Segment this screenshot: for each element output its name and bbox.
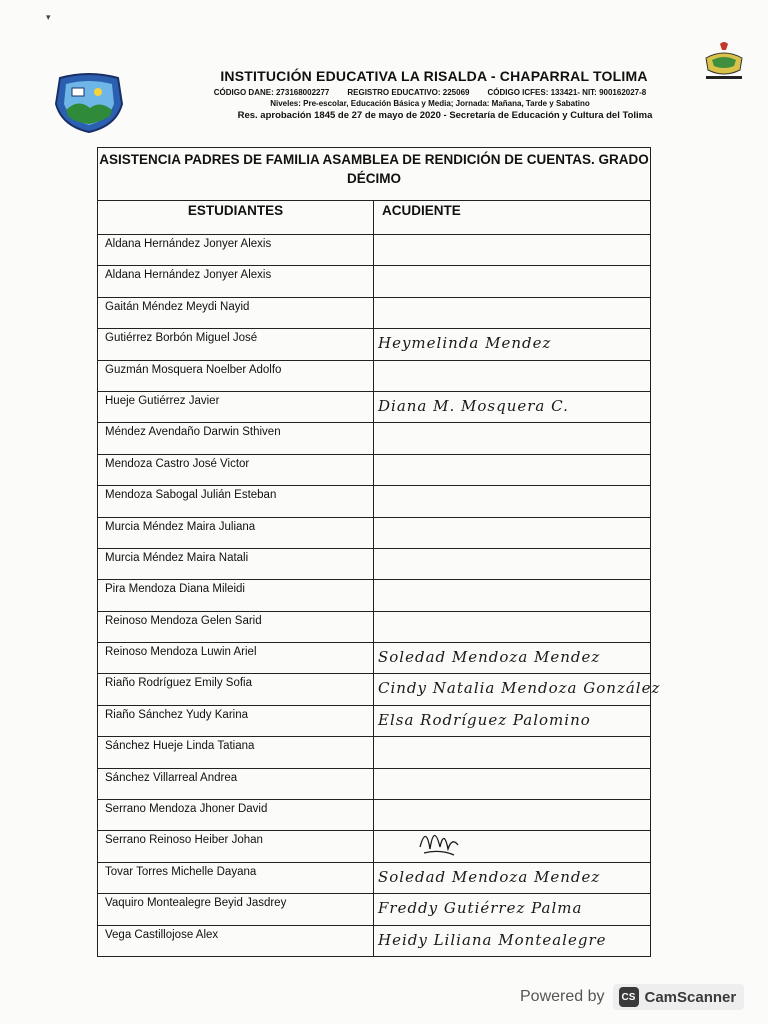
student-name: Aldana Hernández Jonyer Alexis bbox=[98, 266, 374, 297]
student-name: Sánchez Hueje Linda Tatiana bbox=[98, 737, 374, 768]
table-row bbox=[98, 800, 651, 831]
table-row bbox=[98, 862, 651, 893]
student-name: Méndez Avendaño Darwin Sthiven bbox=[98, 423, 374, 454]
guardian-signature-cell bbox=[374, 831, 651, 862]
guardian-signature-cell bbox=[374, 548, 651, 579]
table-body bbox=[98, 235, 661, 957]
table-row bbox=[98, 674, 651, 705]
guardian-signature: Soledad Mendoza Mendez bbox=[378, 867, 601, 886]
guardian-signature: Elsa Rodríguez Palomino bbox=[378, 710, 591, 729]
student-name: Serrano Reinoso Heiber Johan bbox=[98, 831, 374, 862]
student-name: Reinoso Mendoza Luwin Ariel bbox=[98, 643, 374, 674]
camscanner-icon: CS bbox=[619, 987, 639, 1007]
guardian-signature-cell bbox=[374, 391, 651, 422]
student-name: Serrano Mendoza Jhoner David bbox=[98, 800, 374, 831]
table-row bbox=[98, 580, 651, 611]
student-name: Gutiérrez Borbón Miguel José bbox=[98, 329, 374, 360]
guardian-signature-cell bbox=[374, 360, 651, 391]
table-row bbox=[98, 894, 651, 925]
guardian-signature-cell bbox=[374, 611, 651, 642]
student-name: Sánchez Villarreal Andrea bbox=[98, 768, 374, 799]
table-row bbox=[98, 705, 651, 736]
guardian-signature-cell bbox=[374, 894, 651, 925]
guardian-signature-cell bbox=[374, 643, 651, 674]
table-row bbox=[98, 486, 651, 517]
guardian-signature-cell bbox=[374, 235, 651, 266]
table-row bbox=[98, 329, 651, 360]
table-row bbox=[98, 643, 651, 674]
table-row bbox=[98, 831, 651, 862]
scan-mark: ▾ bbox=[46, 12, 51, 22]
guardian-signature-cell bbox=[374, 580, 651, 611]
student-name: Reinoso Mendoza Gelen Sarid bbox=[98, 611, 374, 642]
guardian-signature-cell bbox=[374, 454, 651, 485]
student-name: Vaquiro Montealegre Beyid Jasdrey bbox=[98, 894, 374, 925]
table-row bbox=[98, 235, 651, 266]
guardian-signature-cell bbox=[374, 517, 651, 548]
student-name: Hueje Gutiérrez Javier bbox=[98, 391, 374, 422]
student-name: Murcia Méndez Maira Natali bbox=[98, 548, 374, 579]
camscanner-brand: CamScanner bbox=[644, 988, 737, 1006]
student-name: Pira Mendoza Diana Mileidi bbox=[98, 580, 374, 611]
guardian-signature-cell bbox=[374, 297, 651, 328]
table-row bbox=[98, 266, 651, 297]
guardian-signature: Freddy Gutiérrez Palma bbox=[378, 899, 583, 918]
guardian-signature-cell bbox=[374, 737, 651, 768]
column-header-estudiantes: ESTUDIANTES bbox=[98, 201, 374, 235]
guardian-signature-cell bbox=[374, 862, 651, 893]
table-row bbox=[98, 768, 651, 799]
table-row bbox=[98, 611, 651, 642]
guardian-signature: Heidy Liliana Montealegre bbox=[378, 930, 607, 949]
table-row bbox=[98, 360, 651, 391]
guardian-signature-cell bbox=[374, 705, 651, 736]
table-row bbox=[98, 454, 651, 485]
table-row bbox=[98, 423, 651, 454]
guardian-signature: Heymelinda Mendez bbox=[378, 334, 552, 353]
student-name: Murcia Méndez Maira Juliana bbox=[98, 517, 374, 548]
powered-by-text: Powered by bbox=[520, 988, 605, 1005]
student-name: Vega Castillojose Alex bbox=[98, 925, 374, 956]
handwritten-scribble-signature bbox=[414, 819, 464, 859]
codigo-dane: CÓDIGO DANE: 273168002277 bbox=[213, 88, 330, 97]
table-title: ASISTENCIA PADRES DE FAMILIA ASAMBLEA DE RENDICIÓN DE CUENTAS. GRADO DÉCIMO bbox=[98, 148, 651, 201]
niveles-jornada: Niveles: Pre-escolar, Educación Básica y Media; Jornada: Mañana, Tarde y Sabatino bbox=[270, 99, 590, 108]
student-name: Mendoza Castro José Victor bbox=[98, 454, 374, 485]
resolucion-aprobacion: Res. aprobación 1845 de 27 de mayo de 2020 - Secretaría de Educación y Cultura del Tolima bbox=[237, 110, 653, 121]
student-name: Guzmán Mosquera Noelber Adolfo bbox=[98, 360, 374, 391]
institution-name: INSTITUCIÓN EDUCATIVA LA RISALDA - CHAPARRAL TOLIMA bbox=[220, 68, 648, 84]
student-name: Riaño Sánchez Yudy Karina bbox=[98, 705, 374, 736]
codigo-icfes-nit: CÓDIGO ICFES: 133421- NIT: 900162027-8 bbox=[487, 88, 647, 97]
guardian-signature-cell bbox=[374, 768, 651, 799]
guardian-signature-cell bbox=[374, 329, 651, 360]
student-name: Riaño Rodríguez Emily Sofia bbox=[98, 674, 374, 705]
attendance-table-container bbox=[97, 147, 661, 957]
institution-codes bbox=[150, 88, 710, 97]
table-row bbox=[98, 925, 651, 956]
column-header-acudiente: ACUDIENTE bbox=[374, 201, 651, 235]
guardian-signature-cell bbox=[374, 266, 651, 297]
document-header bbox=[150, 68, 710, 121]
guardian-signature: Cindy Natalia Mendoza González bbox=[378, 679, 661, 698]
guardian-signature-cell bbox=[374, 925, 651, 956]
camscanner-badge bbox=[613, 984, 745, 1010]
guardian-signature-cell bbox=[374, 486, 651, 517]
table-row bbox=[98, 548, 651, 579]
camscanner-watermark bbox=[520, 984, 744, 1010]
student-name: Mendoza Sabogal Julián Esteban bbox=[98, 486, 374, 517]
table-row bbox=[98, 737, 651, 768]
guardian-signature: Diana M. Mosquera C. bbox=[378, 396, 569, 415]
attendance-table bbox=[97, 147, 661, 957]
registro-educativo: REGISTRO EDUCATIVO: 225069 bbox=[347, 88, 470, 97]
table-row bbox=[98, 391, 651, 422]
guardian-signature: Soledad Mendoza Mendez bbox=[378, 648, 601, 667]
student-name: Tovar Torres Michelle Dayana bbox=[98, 862, 374, 893]
student-name: Gaitán Méndez Meydi Nayid bbox=[98, 297, 374, 328]
guardian-signature-cell bbox=[374, 674, 661, 705]
table-row bbox=[98, 517, 651, 548]
student-name: Aldana Hernández Jonyer Alexis bbox=[98, 235, 374, 266]
table-row bbox=[98, 297, 651, 328]
institution-shield-logo bbox=[52, 70, 126, 134]
guardian-signature-cell bbox=[374, 423, 651, 454]
